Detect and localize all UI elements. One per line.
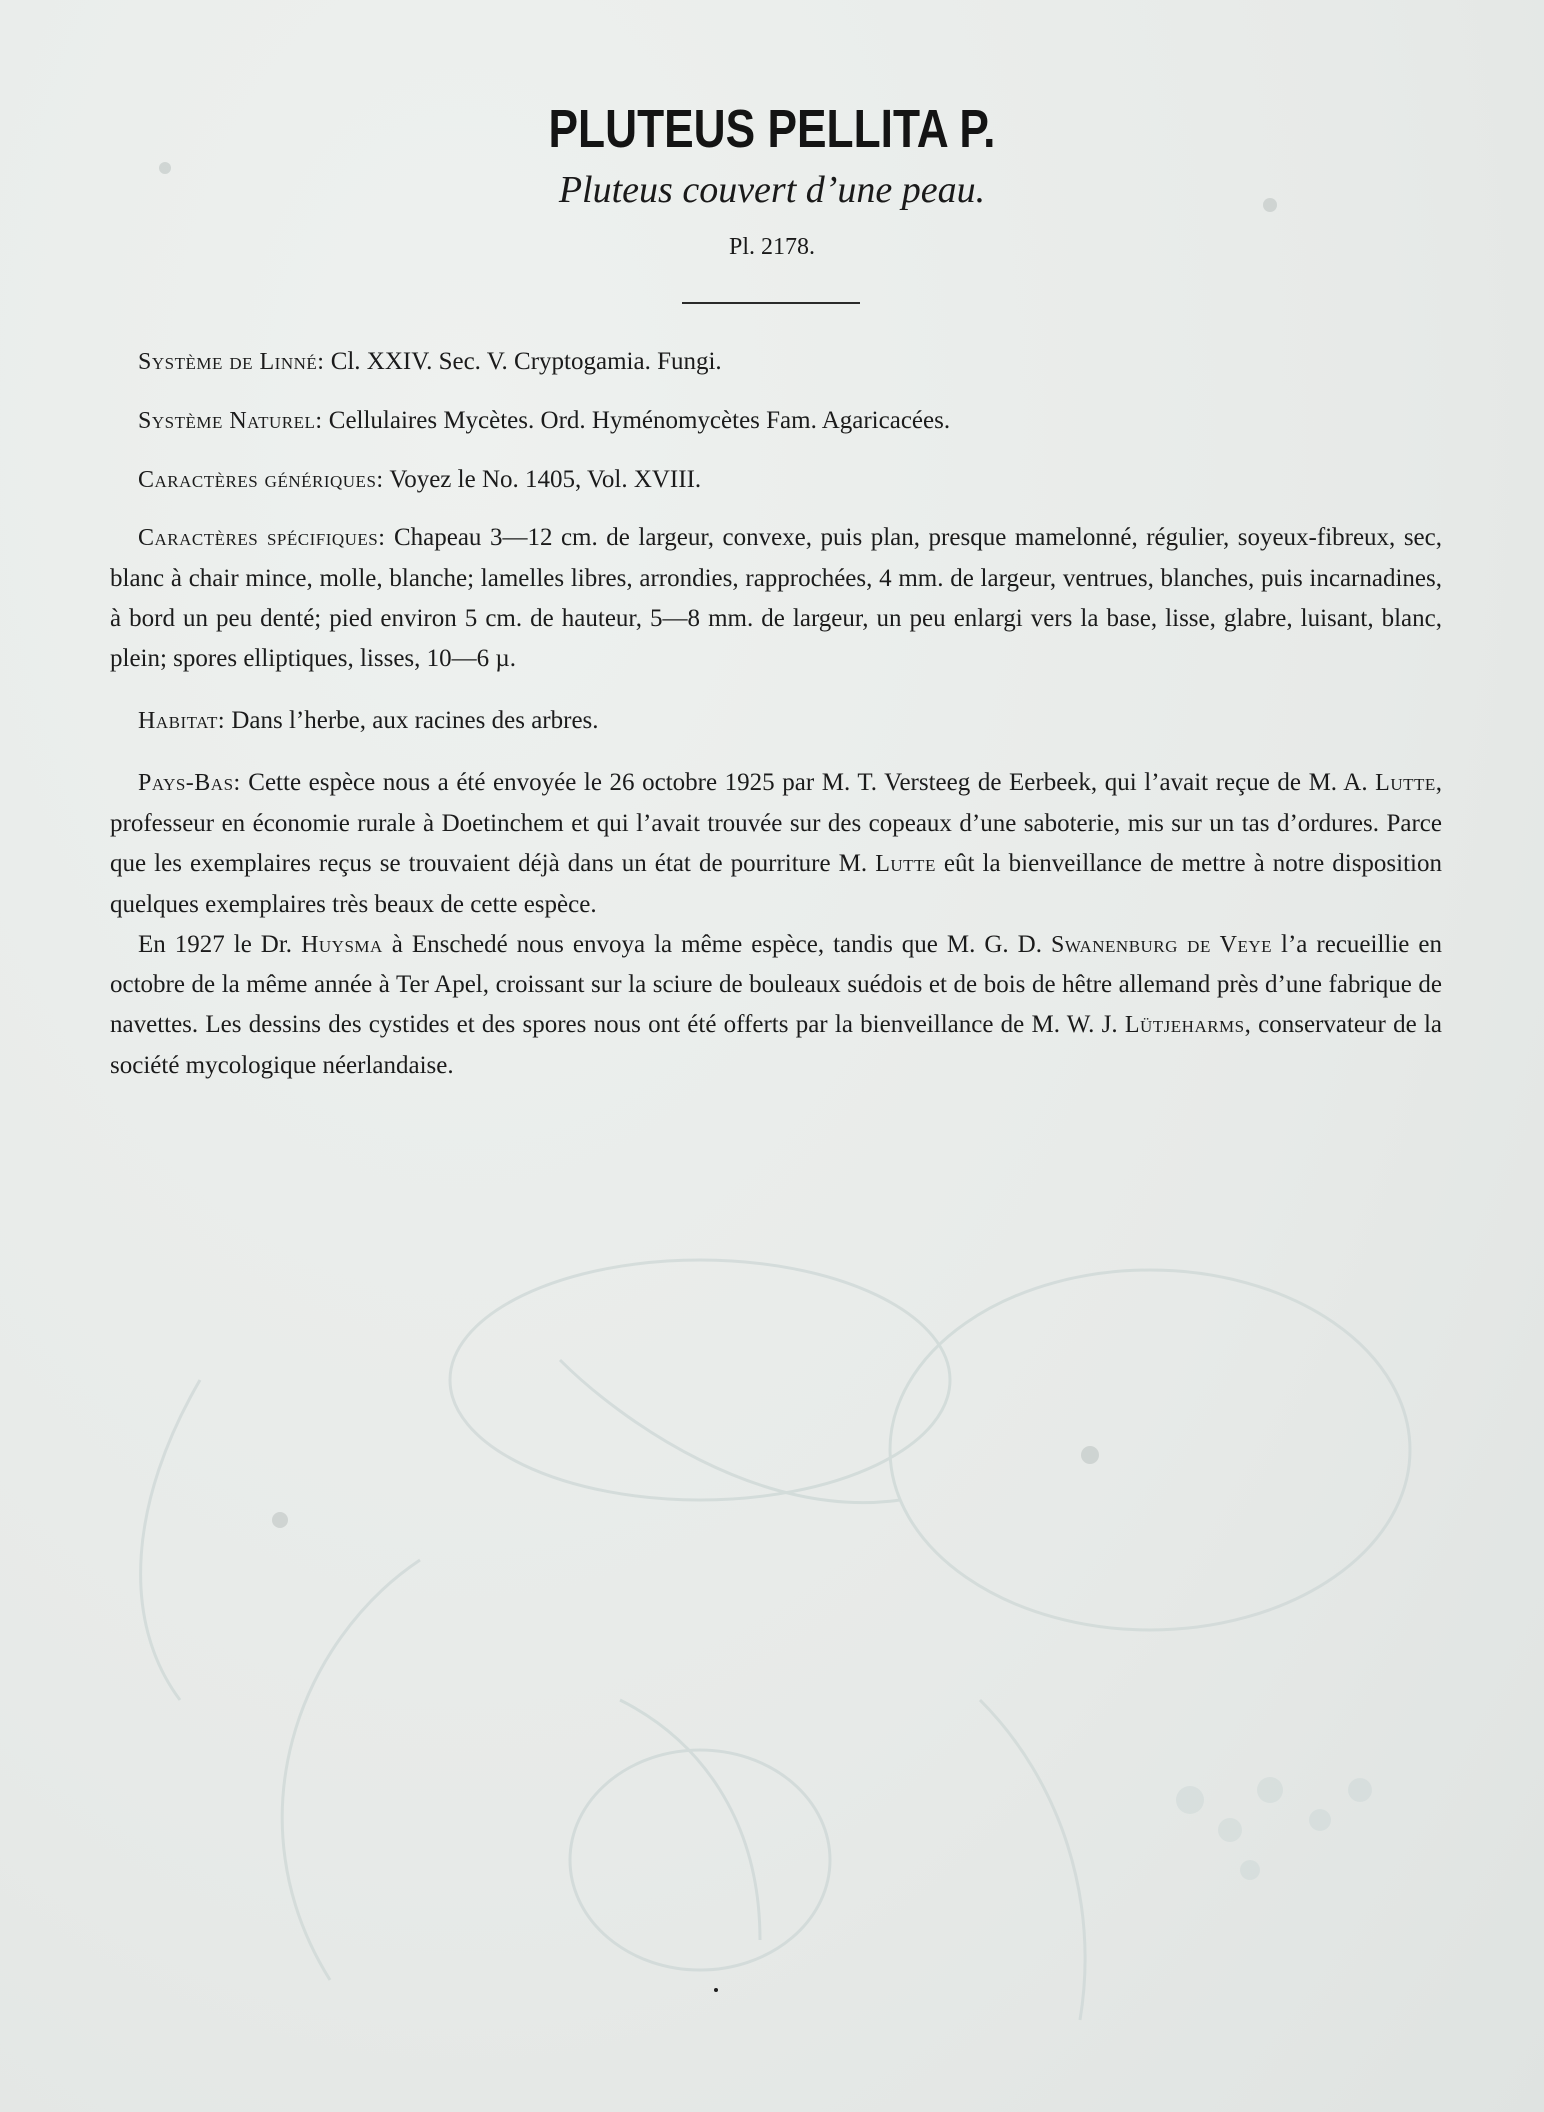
section-text: Voyez le No. 1405, Vol. XVIII.	[383, 465, 702, 493]
section-text: Cl. XXIV. Sec. V. Cryptogamia. Fungi.	[324, 348, 722, 375]
section-text: à Enschedé nous envoya la même espèce, tandis que M. G. D.	[382, 930, 1051, 958]
section-text: Cellulaires Mycètes. Ord. Hyménomycètes Fam. Agaricacées.	[322, 406, 951, 434]
species-description	[110, 342, 1442, 1086]
section-text: , conservateur de la société mycologique néerlandaise.	[110, 1011, 1442, 1079]
section-text: Chapeau 3—12 cm. de largeur, convexe, puis plan, presque mamelonné, régulier, soyeux-fibreux, sec, blanc à chair mince, molle, blanche; lamelles libres, arrondies, rapprochées, 4 mm. de largeur, ventrues, blanches, puis incarnadines, à bord un peu denté; pied environ 5 cm. de hauteur, 5—8 mm. de largeur, un peu enlargi vers la base, lisse, glabre, luisant, blanc, plein; spores elliptiques, lisses, 10—6 µ.	[110, 524, 1442, 672]
section-second-paragraph	[110, 925, 1442, 1086]
section-naturel	[110, 401, 1442, 442]
plate-number: Pl. 2178.	[728, 234, 815, 260]
section-label: Système Naturel:	[138, 407, 323, 434]
section-label: Habitat:	[138, 707, 226, 734]
person-name: Lutte	[1375, 770, 1436, 797]
stray-dot	[714, 1988, 718, 1992]
section-paysbas	[110, 763, 1442, 924]
section-label: Caractères spécifiques:	[138, 525, 386, 552]
person-name: Huysma	[301, 931, 383, 958]
section-linne	[110, 342, 1442, 383]
page-title: PLUTEUS PELLITA P.	[548, 99, 996, 159]
section-label: Pays-Bas:	[138, 770, 241, 797]
section-text: , professeur en économie rurale à Doetinchem et qui l’avait trouvée sur des copeaux d’une saboterie, mis sur un tas d’ordures. Parce que les exemplaires reçus se trouvaient déjà dans un état de pourriture M.	[110, 769, 1442, 877]
section-label: Caractères génériques:	[138, 466, 384, 493]
section-text: l’a recueillie en octobre de la même année à Ter Apel, croissant sur la sciure de bouleaux suédois et de bois de hêtre allemand près d’une fabrique de navettes. Les dessins des cystides et des spores nous ont été offerts par la bienveillance de M. W. J.	[110, 930, 1442, 1039]
section-specifiques	[110, 518, 1442, 678]
title-divider	[682, 302, 860, 304]
section-text: Cette espèce nous a été envoyée le 26 octobre 1925 par M. T. Versteeg de Eerbeek, qui l’avait reçue de M. A.	[240, 769, 1376, 797]
section-text: Dans l’herbe, aux racines des arbres.	[225, 706, 599, 734]
section-label: Système de Linné:	[138, 349, 325, 375]
person-name: Lütjeharms	[1124, 1012, 1245, 1039]
section-habitat	[110, 701, 1442, 742]
person-name: Swanenburg de Veye	[1050, 931, 1273, 958]
page-subtitle: Pluteus couvert d’une peau.	[558, 169, 986, 211]
person-name: Lutte	[875, 850, 936, 877]
section-text: En 1927 le Dr.	[138, 930, 302, 958]
section-text: eût la bienveillance de mettre à notre disposition quelques exemplaires très beaux de cette espèce.	[110, 849, 1442, 918]
section-generiques	[110, 460, 1442, 501]
